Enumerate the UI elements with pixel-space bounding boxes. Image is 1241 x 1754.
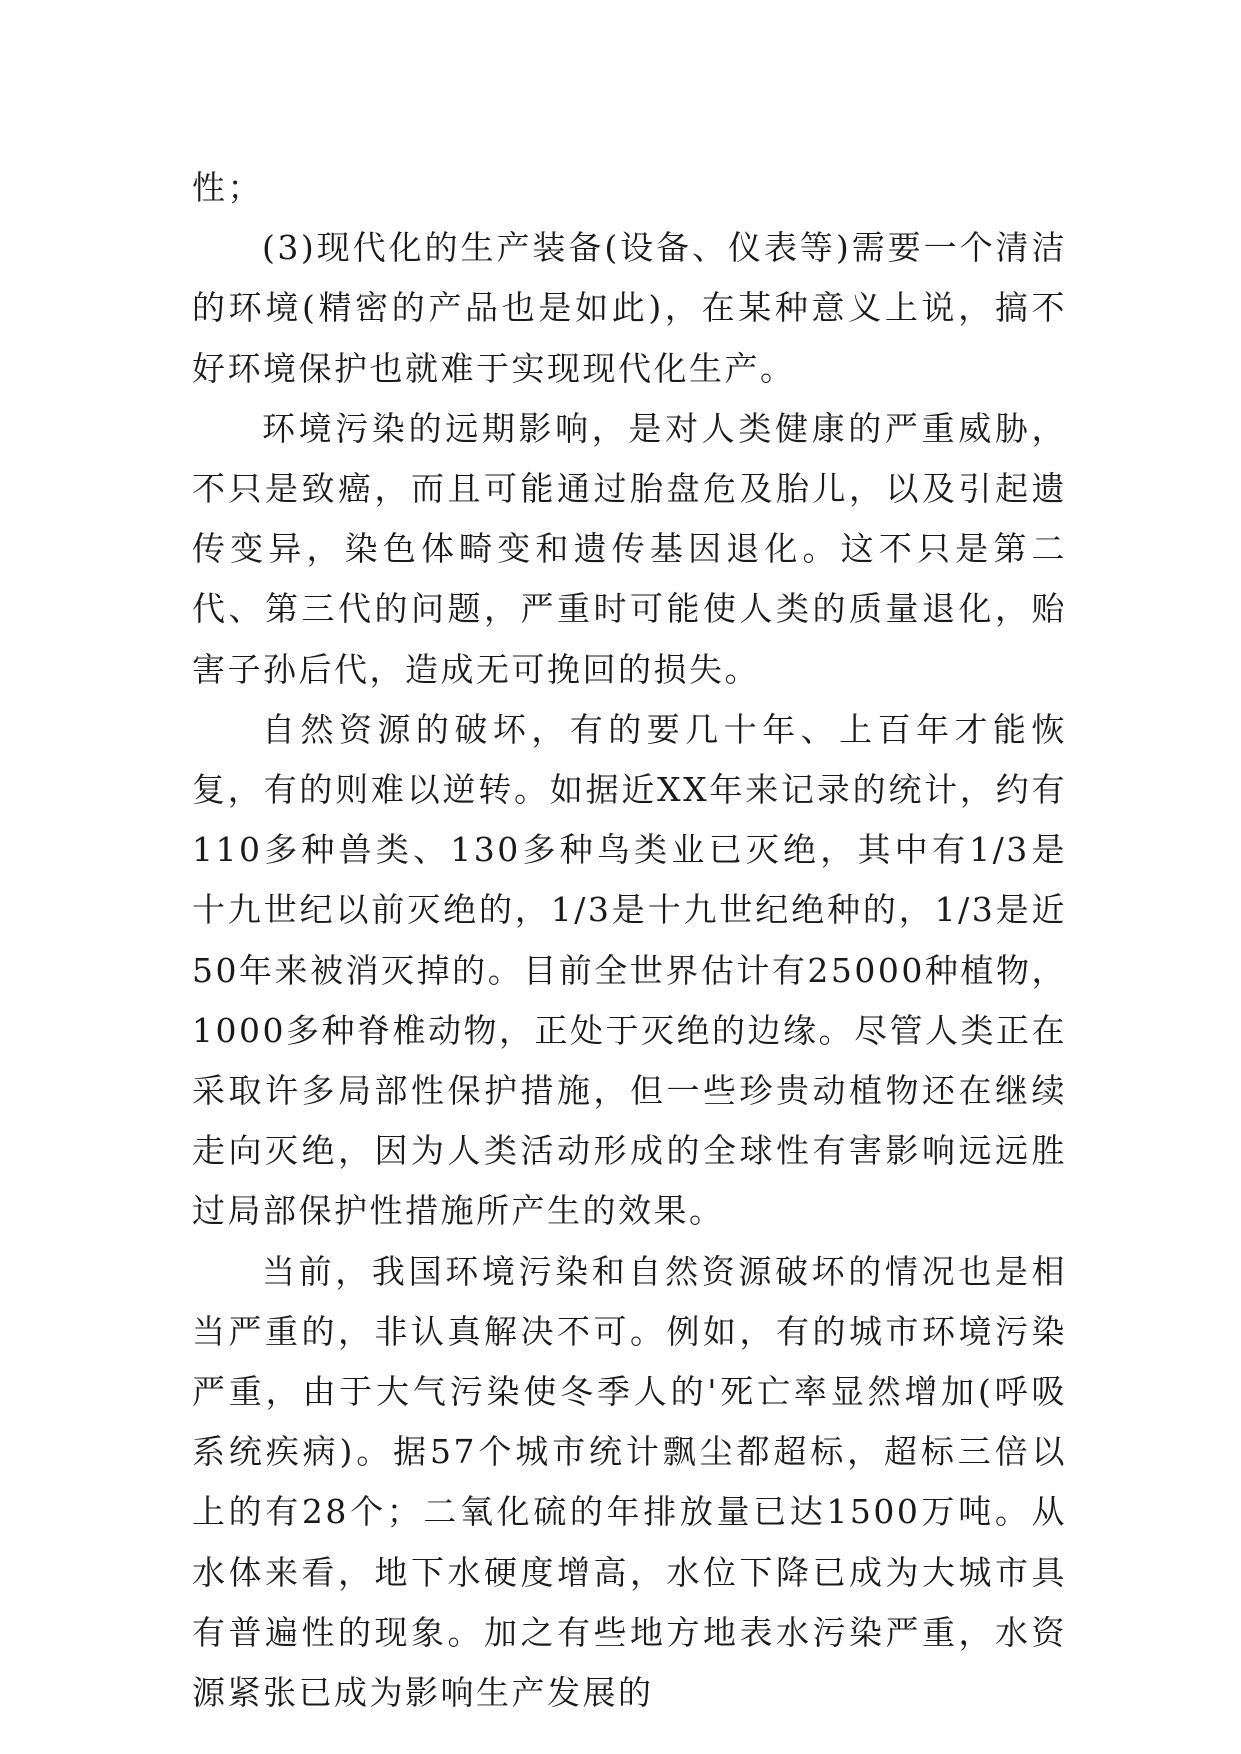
paragraph-modern-equipment: (3)现代化的生产装备(设备、仪表等)需要一个清洁的环境(精密的产品也是如此)，在某种意义上说，搞不好环境保护也就难于实现现代化生产。 (192, 228, 1067, 388)
paragraph-long-term-impact: 环境污染的远期影响，是对人类健康的严重威胁，不只是致癌，而且可能通过胎盘危及胎儿，以及引起遗传变异，染色体畸变和遗传基因退化。这不只是第二代、第三代的问题，严重时可能使人类的质量退化，贻害子孙后代，造成无可挽回的损失。 (192, 408, 1067, 689)
paragraph-domestic-situation: 当前，我国环境污染和自然资源破坏的情况也是相当严重的，非认真解决不可。例如，有的城市环境污染严重，由于大气污染使冬季人的'死亡率显然增加(呼吸系统疾病)。据57个城市统计飘尘都超标，超标三倍以上的有28个；二氧化硫的年排放量已达1500万吨。从水体来看，地下水硬度增高，水位下降已成为大城市具有普遍性的现象。加之有些地方地表水污染严重，水资源紧张已成为影响生产发展的 (192, 1251, 1067, 1713)
paragraph-fragment: 性； (192, 168, 263, 207)
paragraph-resource-destruction: 自然资源的破坏，有的要几十年、上百年才能恢复，有的则难以逆转。如据近XX年来记录的统计，约有110多种兽类、130多种鸟类业已灭绝，其中有1/3是十九世纪以前灭绝的，1/3是十九世纪绝种的，1/3是近50年来被消灭掉的。目前全世界估计有25000种植物，1000多种脊椎动物，正处于灭绝的边缘。尽管人类正在采取许多局部性保护措施，但一些珍贵动植物还在继续走向灭绝，因为人类活动形成的全球性有害影响远远胜过局部保护性措施所产生的效果。 (192, 709, 1067, 1231)
body-text (192, 158, 1067, 1723)
